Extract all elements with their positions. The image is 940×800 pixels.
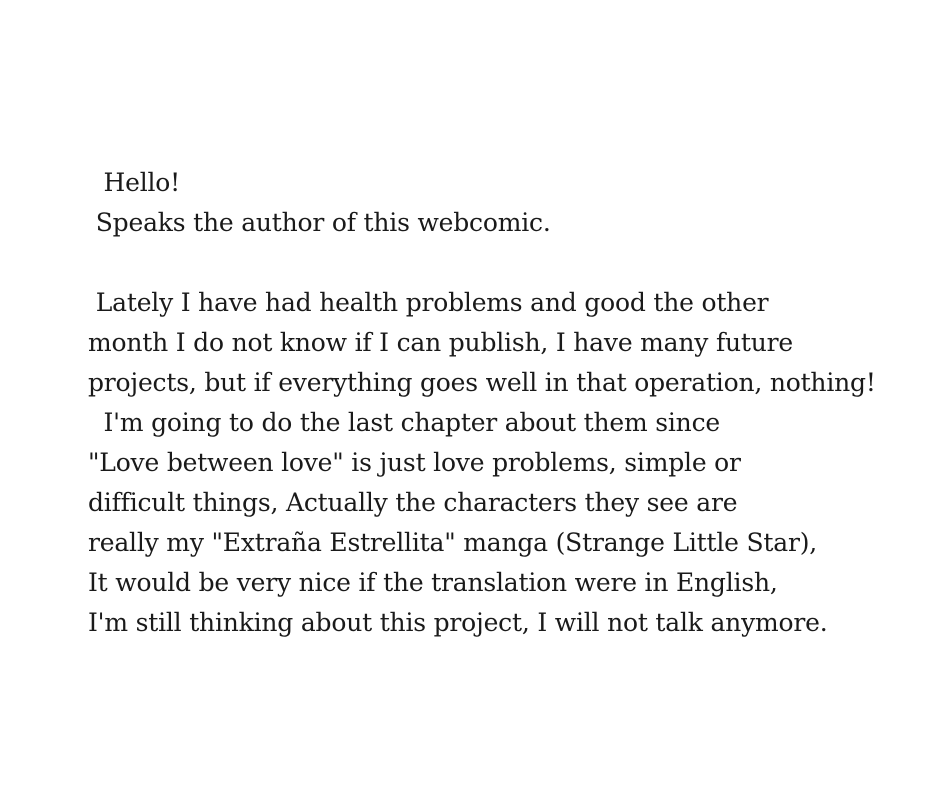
greeting-line: Hello!: [88, 168, 180, 197]
message-line: I'm going to do the last chapter about them since: [88, 408, 720, 437]
author-intro-line: Speaks the author of this webcomic.: [88, 208, 551, 237]
message-line: projects, but if everything goes well in that operation, nothing!: [88, 368, 876, 397]
message-line: Lately I have had health problems and good the other: [88, 288, 769, 317]
message-line: "Love between love" is just love problems, simple or: [88, 448, 741, 477]
paragraph-spacer: [88, 243, 888, 283]
message-line: month I do not know if I can publish, I have many future: [88, 328, 793, 357]
message-line: It would be very nice if the translation were in English,: [88, 568, 778, 597]
author-note: [88, 163, 888, 643]
message-line: difficult things, Actually the characters they see are: [88, 488, 738, 517]
message-line: really my "Extraña Estrellita" manga (Strange Little Star),: [88, 528, 817, 557]
message-line: I'm still thinking about this project, I will not talk anymore.: [88, 608, 828, 637]
